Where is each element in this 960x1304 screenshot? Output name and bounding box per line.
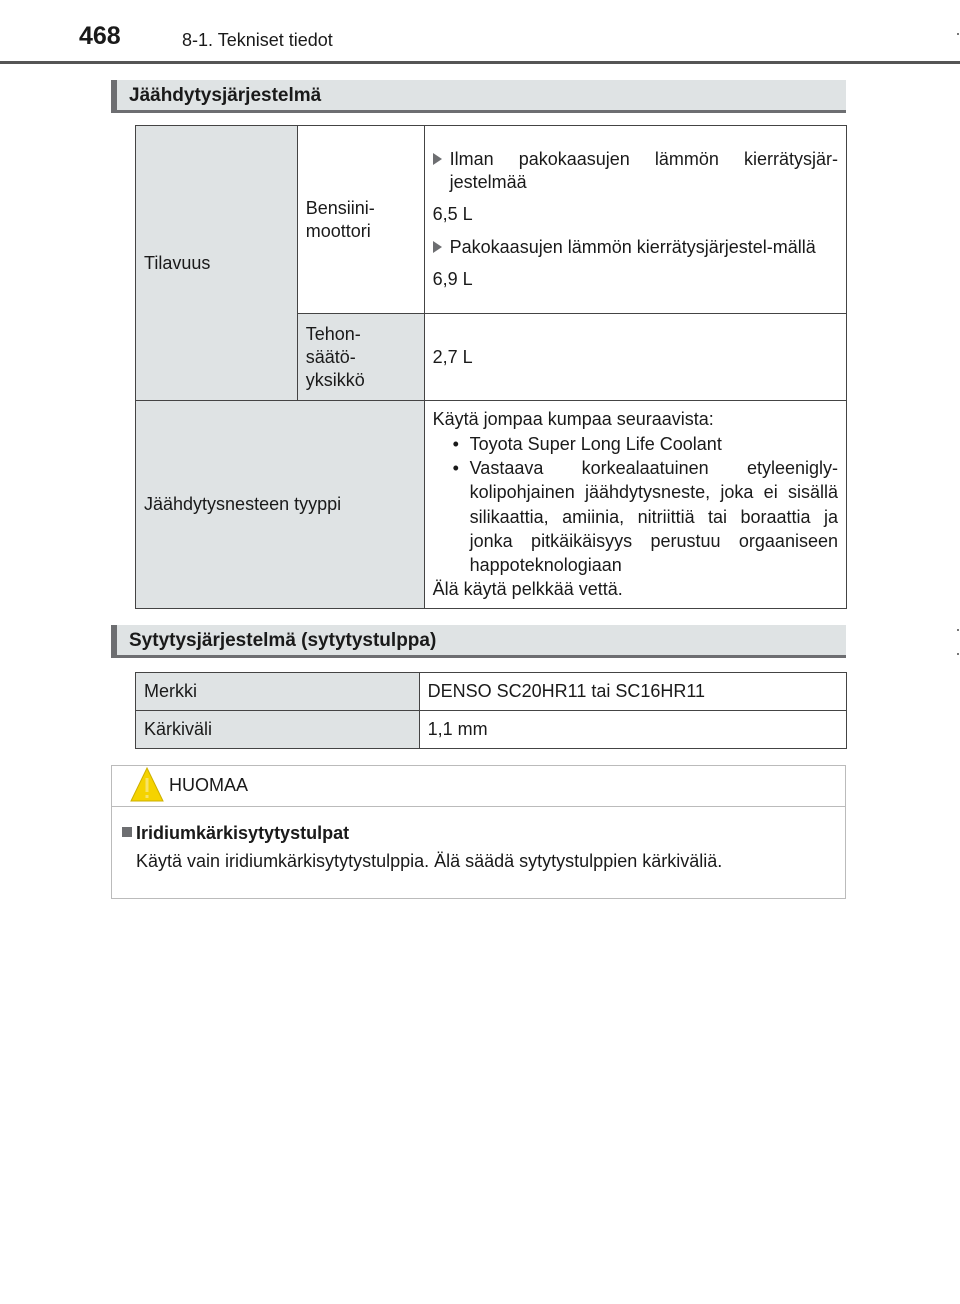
option2-value: 6,9 L [432, 269, 473, 289]
triangle-bullet-icon [433, 241, 442, 253]
bullet-dot-icon: • [452, 433, 459, 454]
list-item [433, 432, 838, 456]
list-item [433, 456, 838, 577]
warning-triangle-icon [129, 766, 165, 804]
option1-label: Ilman pakokaasujen lämmön kierrätysjär-jestelmää [449, 149, 838, 192]
brand-value-cell [419, 673, 846, 711]
margin-mark [957, 33, 959, 35]
notice-title: HUOMAA [169, 775, 249, 795]
margin-mark [957, 653, 959, 655]
cooling-table [135, 125, 847, 609]
coolant-type-label-cell [136, 401, 425, 609]
gap-value-cell [419, 711, 846, 749]
ignition-table [135, 672, 847, 749]
option1-value: 6,5 L [432, 204, 473, 224]
ignition-section-heading [111, 625, 846, 658]
pcu-label: Tehon- säätö- yksikkö [305, 323, 365, 390]
notice-box [111, 765, 846, 899]
margin-mark [957, 629, 959, 631]
option2-label: Pakokaasujen lämmön kierrätysjärjestel-mällä [449, 237, 816, 257]
header-rule [0, 61, 960, 64]
gap-value: 1,1 mm [427, 719, 488, 739]
gap-label: Kärkiväli [144, 719, 213, 739]
notice-header [112, 766, 845, 807]
pcu-cell [297, 314, 424, 401]
brand-value: DENSO SC20HR11 tai SC16HR11 [427, 681, 706, 701]
table-row [136, 711, 847, 749]
coolant-note: Älä käytä pelkkää vettä. [432, 579, 623, 600]
notice-subtitle: Iridiumkärkisytytystulpat [136, 823, 350, 843]
gap-label-cell [136, 711, 420, 749]
bullet-dot-icon: • [452, 457, 459, 478]
coolant-intro: Käytä jompaa kumpaa seuraavista: [432, 409, 714, 430]
brand-label: Merkki [144, 681, 197, 701]
page-number: 468 [79, 22, 121, 50]
coolant-type-value-cell [424, 401, 846, 609]
gasoline-engine-cell [297, 126, 424, 314]
coolant-option: Vastaava korkealaatuinen etyleenigly-kolipohjainen jäähdytysneste, joka ei sisällä silikaattia, amiinia, nitriittiä tai boraattia ja jonka pitkäikäisyys perustuu orgaaniseen happoteknologiaan [469, 457, 838, 576]
pcu-value: 2,7 L [432, 346, 473, 367]
square-bullet-icon [122, 827, 132, 837]
cooling-section-title: Jäähdytysjärjestelmä [129, 85, 322, 106]
table-row [136, 126, 847, 314]
gasoline-capacity-cell [424, 126, 846, 314]
ignition-section-title: Sytytysjärjestelmä (sytytystulppa) [129, 630, 437, 651]
coolant-type-label: Jäähdytysnesteen tyyppi [144, 494, 342, 514]
capacity-label: Tilavuus [144, 252, 211, 273]
cooling-section-heading [111, 80, 846, 113]
coolant-option: Toyota Super Long Life Coolant [469, 433, 722, 454]
triangle-bullet-icon [433, 153, 442, 165]
notice-text: Käytä vain iridiumkärkisytytystulppia. Älä säädä sytytystulppien kärkiväliä. [136, 851, 723, 871]
coolant-options-list [433, 432, 838, 578]
table-row [136, 401, 847, 609]
option-with-heat-recirculation [433, 236, 838, 259]
section-title: 8-1. Tekniset tiedot [182, 30, 333, 50]
gasoline-engine-label: Bensiini- moottori [305, 197, 375, 241]
option-without-heat-recirculation [433, 148, 838, 194]
brand-label-cell [136, 673, 420, 711]
table-row [136, 673, 847, 711]
capacity-label-cell [136, 126, 298, 401]
pcu-value-cell [424, 314, 846, 401]
